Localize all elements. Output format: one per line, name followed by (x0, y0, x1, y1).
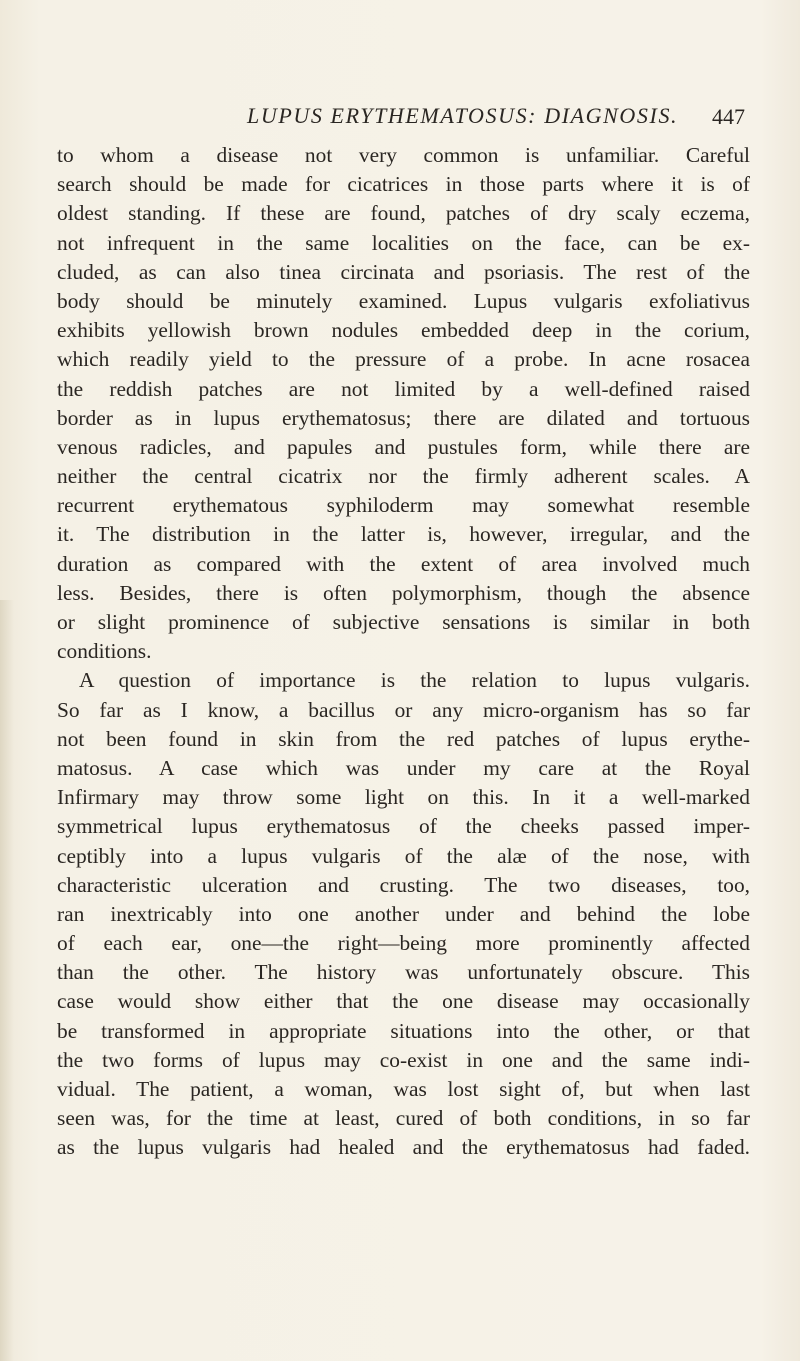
text-line: symmetrical lupus erythematosus of the cheeks passed imper- (57, 814, 750, 839)
text-line: or slight prominence of subjective sensations is similar in both (57, 610, 750, 634)
text-line: ran inextricably into one another under and behind the lobe (57, 901, 750, 926)
text-line: oldest standing. If these are found, patches of dry scaly eczema, (57, 201, 750, 226)
page-header (0, 103, 800, 133)
text-line: Infirmary may throw some light on this. In it a well-marked (57, 785, 750, 810)
text-line: to whom a disease not very common is unfamiliar. Careful (57, 143, 750, 167)
paragraph-start-line: A question of importance is the relation to lupus vulgaris. (79, 668, 750, 693)
text-line: not infrequent in the same localities on the face, can be ex- (57, 230, 750, 255)
text-line: search should be made for cicatrices in those parts where it is of (57, 172, 750, 197)
text-line: exhibits yellowish brown nodules embedded deep in the corium, (57, 318, 750, 343)
text-line: it. The distribution in the latter is, however, irregular, and the (57, 522, 750, 547)
page-gutter-shadow (0, 600, 14, 1361)
text-line: venous radicles, and papules and pustules form, while there are (57, 434, 750, 459)
text-line: duration as compared with the extent of area involved much (57, 551, 750, 576)
text-line: than the other. The history was unfortunately obscure. This (57, 960, 750, 985)
text-line: case would show either that the one disease may occasionally (57, 989, 750, 1014)
text-line: less. Besides, there is often polymorphism, though the absence (57, 580, 750, 605)
text-line: border as in lupus erythematosus; there are dilated and tortuous (57, 405, 750, 430)
text-line: recurrent erythematous syphiloderm may somewhat resemble (57, 493, 750, 518)
page-number: 447 (712, 104, 745, 129)
running-head: LUPUS ERYTHEMATOSUS: DIAGNOSIS. (247, 103, 679, 128)
body-text (57, 141, 750, 1163)
text-line: body should be minutely examined. Lupus vulgaris exfoliativus (57, 288, 750, 313)
text-line: seen was, for the time at least, cured of both conditions, in so far (57, 1106, 750, 1131)
text-line: matosus. A case which was under my care at the Royal (57, 755, 750, 780)
text-line: neither the central cicatrix nor the firmly adherent scales. A (57, 464, 750, 489)
paragraph-end-line: conditions. (57, 639, 152, 664)
text-line: not been found in skin from the red patches of lupus erythe- (57, 726, 750, 751)
text-line: which readily yield to the pressure of a probe. In acne rosacea (57, 347, 750, 372)
text-line: characteristic ulceration and crusting. The two diseases, too, (57, 872, 750, 897)
text-line: So far as I know, a bacillus or any micro-organism has so far (57, 697, 750, 722)
text-line: as the lupus vulgaris had healed and the erythematosus had faded. (57, 1135, 750, 1160)
text-line: cluded, as can also tinea circinata and psoriasis. The rest of the (57, 259, 750, 284)
text-line: vidual. The patient, a woman, was lost sight of, but when last (57, 1077, 750, 1101)
text-line: of each ear, one—the right—being more prominently affected (57, 931, 750, 956)
text-line: the two forms of lupus may co-exist in one and the same indi- (57, 1047, 750, 1072)
text-line: be transformed in appropriate situations into the other, or that (57, 1018, 750, 1043)
text-line: ceptibly into a lupus vulgaris of the alæ of the nose, with (57, 843, 750, 868)
text-line: the reddish patches are not limited by a well-defined raised (57, 376, 750, 401)
